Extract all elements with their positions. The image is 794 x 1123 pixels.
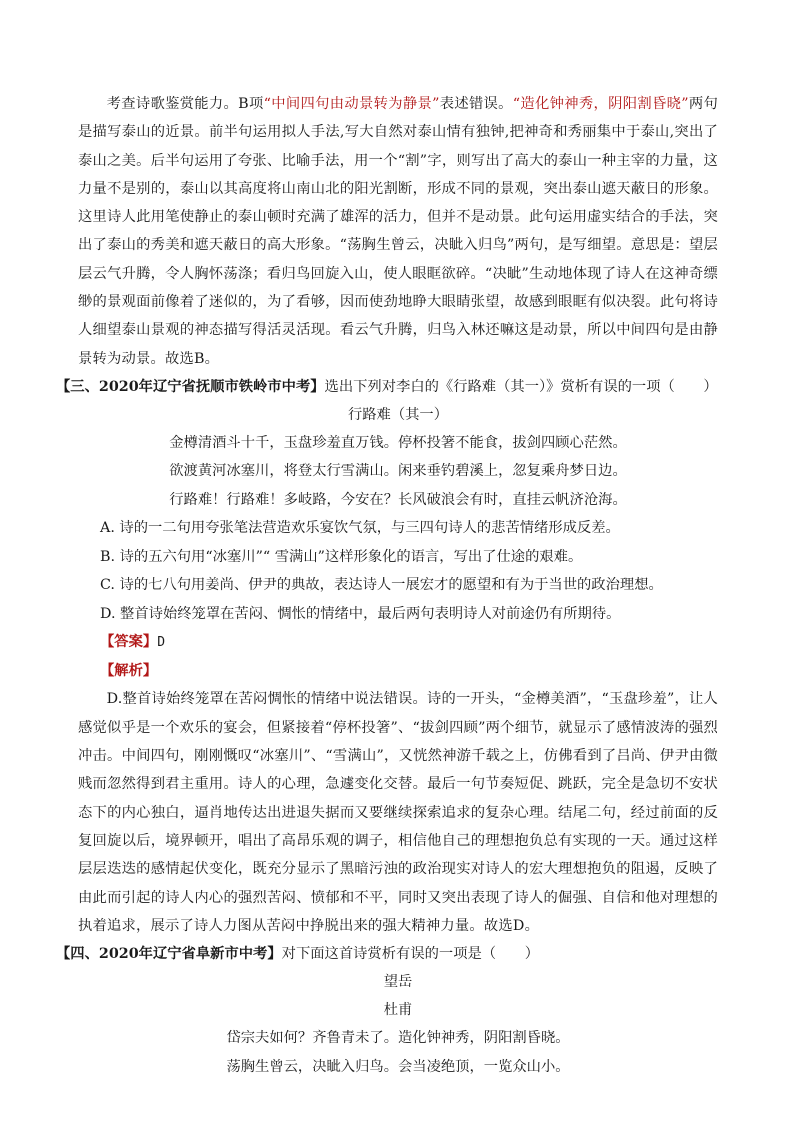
poem-author: 杜甫 — [383, 1002, 413, 1019]
poem-line: 金樽清酒斗十千，玉盘珍羞直万钱。停杯投箸不能食，拔剑四顾心茫然。 — [169, 434, 627, 451]
analysis-intro: 考查诗歌鉴赏能力。B项 — [106, 96, 264, 112]
question-3-analysis-paragraph: D.整首诗始终笼罩在苦闷惆怅的情绪中说法错误。诗的一开头，“金樽美酒”，“玉盘珍羞”，让人感觉似乎是一个欢乐的宴会，但紧接着“停杯投箸”、“拔剑四顾”两个细节，就显示了感情波涛的强烈冲击。中间四句，刚刚慨叹“冰塞川”、“雪满山”，又恍然神游千载之上，仿佛看到了吕尚、伊尹由微贱而忽然得到君主重用。诗人的心理，急遽变化交替。最后一句节奏短促、跳跃，完全是急切不安状态下的内心独白，逼肖地传达出进退失据而又要继续探索追求的复杂心理。结尾二句，经过前面的反复回旋以后，境界顿开，唱出了高昂乐观的调子，相信他自己的理想抱负总有实现的一天。通过这样层层迭迭的感情起伏变化，既充分显示了黑暗污浊的政治现实对诗人的宏大理想抱负的阻遏，反映了由此而引起的诗人内心的强烈苦闷、愤郁和不平，同时又突出表现了诗人的倔强、自信和他对理想的执着追求，展示了诗人力图从苦闷中挣脱出来的强大精神力量。故选D。 — [78, 691, 718, 934]
answer-value: D — [157, 635, 166, 651]
poem-title: 行路难（其一） — [347, 406, 449, 423]
analysis-body: 两句是描写泰山的近景。前半句运用拟人手法,写大自然对泰山情有独钟,把神奇和秀丽集中于泰山,突出了泰山之美。后半句运用了夸张、比喻手法，用一个“割”字，则写出了高大的泰山一种主宰的力量，这力量不是别的，泰山以其高度将山南山北的阳光割断，形成不同的景观，突出泰山遮天蔽日的形象。这里诗人此用笔使静止的泰山顿时充满了雄浑的活力，但并不是动景。此句运用虚实结合的手法，突出了泰山的秀美和遮天蔽日的高大形象。“荡胸生曾云，决眦入归鸟”两句，是写细望。意思是：望层层云气升腾，令人胸怀荡涤；看归鸟回旋入山，使人眼眶欲碎。“决眦”生动地体现了诗人在这神奇缥缈的景观面前像着了迷似的，为了看够，因而使劲地睁大眼睛张望，故感到眼眶有似决裂。此句将诗人细望泰山景观的神态描写得活灵活现。看云气升腾，归鸟入林还嘛这是动景，所以中间四句是由静景转为动景。故选B。 — [78, 96, 718, 367]
option-b: B. 诗的五六句用“冰塞川”“ 雪满山”这样形象化的语言，写出了仕途的艰难。 — [100, 548, 583, 565]
analysis-error-note: 表述错误。 — [439, 96, 513, 112]
question-4-stem: 对下面这首诗赏析有误的一项是（ ） — [281, 946, 539, 963]
option-d: D. 整首诗始终笼罩在苦闷、惆怅的情绪中，最后两句表明诗人对前途仍有所期待。 — [100, 605, 621, 622]
question-4-source-tag: 【四、2020年辽宁省阜新市中考】 — [56, 946, 282, 963]
analysis-label: 【解析】 — [100, 663, 158, 680]
question-3-heading — [56, 373, 718, 401]
quoted-option-b: “中间四句由动景转为静景” — [263, 96, 440, 112]
question-4-heading — [56, 940, 718, 968]
document-body — [56, 90, 718, 1081]
option-c: C. 诗的七八句用姜尚、伊尹的典故，表达诗人一展宏才的愿望和有为于当世的政治理想。 — [100, 577, 663, 594]
poem-title: 望岳 — [383, 974, 413, 991]
poem-line: 岱宗夫如何？齐鲁青未了。造化钟神秀，阴阳割昏晓。 — [226, 1030, 570, 1047]
option-a: A. 诗的一二句用夸张笔法营造欢乐宴饮气氛，与三四句诗人的悲苦情绪形成反差。 — [100, 520, 620, 537]
poem-line: 行路难！行路难！多岐路，今安在？长风破浪会有时，直挂云帆济沧海。 — [169, 491, 627, 508]
analysis-line — [78, 657, 718, 685]
question-3-source-tag: 【三、2020年辽宁省抚顺市铁岭市中考】 — [56, 378, 325, 395]
question-3-stem: 选出下列对李白的《行路难（其一）》赏析有误的一项（ ） — [324, 378, 718, 395]
previous-analysis-paragraph — [78, 90, 718, 373]
quoted-poem-lines: “造化钟神秀，阴阳割昏晓” — [512, 96, 689, 112]
answer-line — [78, 628, 718, 657]
poem-line: 荡胸生曾云，决眦入归鸟。会当凌绝顶，一览众山小。 — [226, 1058, 570, 1075]
answer-label: 【答案】 — [100, 634, 158, 651]
poem-line: 欲渡黄河冰塞川，将登太行雪满山。闲来垂钓碧溪上，忽复乘舟梦日边。 — [169, 463, 627, 480]
